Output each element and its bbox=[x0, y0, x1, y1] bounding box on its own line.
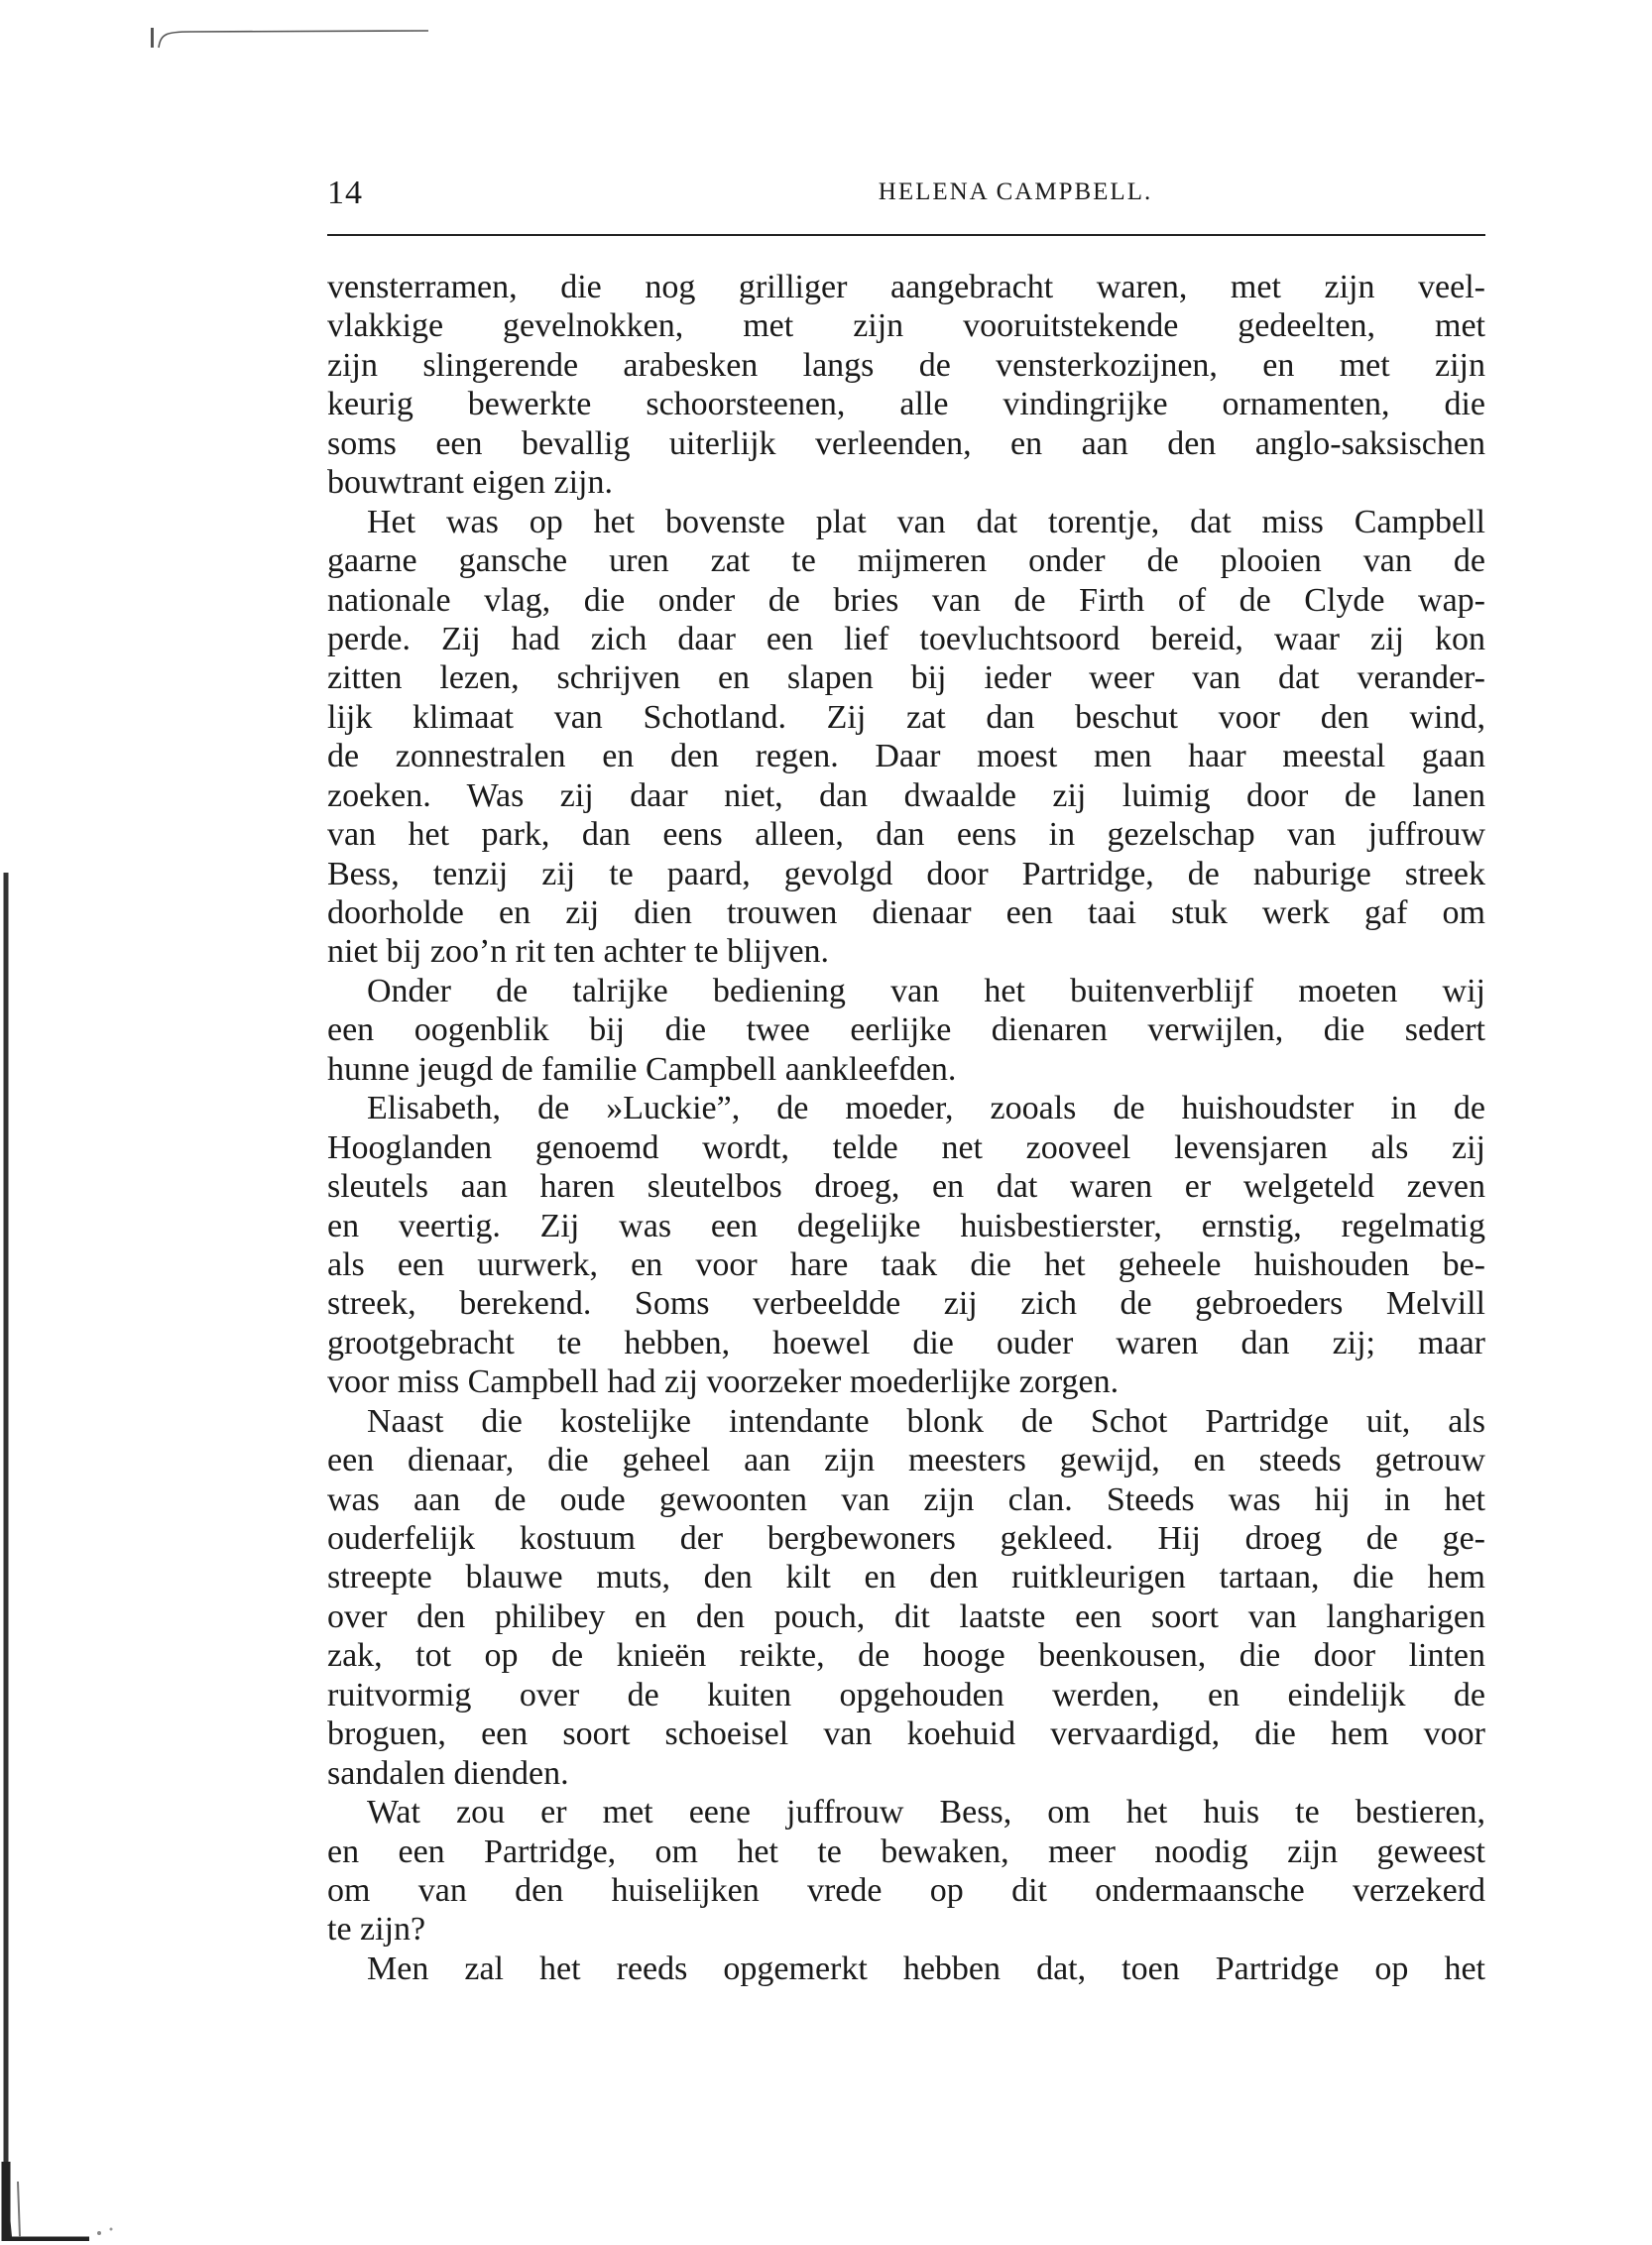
paragraph bbox=[327, 1950, 1485, 1988]
text-line: bouwtrant eigen zijn. bbox=[327, 464, 613, 502]
text-line: zak, tot op de knieën reikte, de hooge beenkousen, die door linten bbox=[327, 1637, 1485, 1675]
text-line: zoeken. Was zij daar niet, dan dwaalde zij luimig door de lanen bbox=[327, 776, 1485, 814]
text-line: als een uurwerk, en voor hare taak die het geheele huishouden be- bbox=[327, 1245, 1485, 1283]
text-line: grootgebracht te hebben, hoewel die ouder waren dan zij; maar bbox=[327, 1324, 1485, 1361]
paragraph bbox=[327, 503, 1485, 972]
text-line: broguen, een soort schoeisel van koehuid vervaardigd, die hem voor bbox=[327, 1715, 1485, 1753]
text-line: over den philibey en den pouch, dit laatste een soort van langharigen bbox=[327, 1597, 1485, 1635]
paragraph bbox=[327, 972, 1485, 1089]
paragraph bbox=[327, 1402, 1485, 1793]
text-line: Hooglanden genoemd wordt, telde net zooveel levensjaren als zij bbox=[327, 1128, 1485, 1166]
text-line: vlakkige gevelnokken, met zijn vooruitstekende gedeelten, met bbox=[327, 307, 1485, 345]
paragraph bbox=[327, 268, 1485, 503]
text-line: streepte blauwe muts, den kilt en den ruitkleurigen tartaan, die hem bbox=[327, 1559, 1485, 1596]
paragraph bbox=[327, 1793, 1485, 1950]
text-line: de zonnestralen en den regen. Daar moest men haar meestal gaan bbox=[327, 738, 1485, 775]
text-line: streek, berekend. Soms verbeeldde zij zich de gebroeders Melvill bbox=[327, 1285, 1485, 1323]
text-line: Bess, tenzij zij te paard, gevolgd door Partridge, de naburige streek bbox=[327, 855, 1485, 892]
text-line: zijn slingerende arabesken langs de vensterkozijnen, en met zijn bbox=[327, 346, 1485, 384]
text-line: om van den huiselijken vrede op dit ondermaansche verzekerd bbox=[327, 1871, 1485, 1909]
text-line: sleutels aan haren sleutelbos droeg, en dat waren er welgeteld zeven bbox=[327, 1168, 1485, 1206]
text-line: doorholde en zij dien trouwen dienaar een taai stuk werk gaf om bbox=[327, 894, 1485, 931]
text-line: zitten lezen, schrijven en slapen bij ieder weer van dat verander- bbox=[327, 659, 1485, 697]
text-line: sandalen dienden. bbox=[327, 1754, 569, 1792]
scan-mark bbox=[151, 28, 428, 50]
text-line: gaarne gansche uren zat te mijmeren onder de plooien van de bbox=[327, 542, 1485, 580]
text-line: voor miss Campbell had zij voorzeker moederlijke zorgen. bbox=[327, 1363, 1120, 1401]
text-line: hunne jeugd de familie Campbell aankleefden. bbox=[327, 1050, 957, 1088]
text-line: een dienaar, die geheel aan zijn meesters gewijd, en steeds getrouw bbox=[327, 1442, 1485, 1479]
body-text bbox=[327, 268, 1485, 1988]
header-rule bbox=[327, 234, 1485, 236]
text-line: Wat zou er met eene juffrouw Bess, om het huis te bestieren, bbox=[367, 1794, 1485, 1831]
text-line: vensterramen, die nog grilliger aangebracht waren, met zijn veel- bbox=[327, 269, 1485, 305]
running-title: HELENA CAMPBELL. bbox=[878, 178, 1153, 205]
text-line: ruitvormig over de kuiten opgehouden werden, en eindelijk de bbox=[327, 1676, 1485, 1713]
page-number: 14 bbox=[327, 175, 363, 211]
text-line: was aan de oude gewoonten van zijn clan. Steeds was hij in het bbox=[327, 1480, 1485, 1518]
text-line: en een Partridge, om het te bewaken, meer noodig zijn geweest bbox=[327, 1832, 1485, 1870]
text-line: Naast die kostelijke intendante blonk de Schot Partridge uit, als bbox=[367, 1402, 1485, 1440]
text-line: Het was op het bovenste plat van dat torentje, dat miss Campbell bbox=[367, 503, 1485, 540]
scan-spine-edge bbox=[0, 873, 119, 2241]
text-line: Men zal het reeds opgemerkt hebben dat, toen Partridge op het bbox=[367, 1950, 1485, 1987]
text-line: een oogenblik bij die twee eerlijke dienaren verwijlen, die sedert bbox=[327, 1011, 1485, 1049]
text-line: Elisabeth, de »Luckie”, de moeder, zooals de huishoudster in de bbox=[367, 1090, 1485, 1127]
text-line: perde. Zij had zich daar een lief toevluchtsoord bereid, waar zij kon bbox=[327, 620, 1485, 657]
text-line: Onder de talrijke bediening van het buitenverblijf moeten wij bbox=[367, 972, 1485, 1009]
text-line: lijk klimaat van Schotland. Zij zat dan beschut voor den wind, bbox=[327, 698, 1485, 736]
text-line: te zijn? bbox=[327, 1911, 426, 1949]
text-line: van het park, dan eens alleen, dan eens in gezelschap van juffrouw bbox=[327, 816, 1485, 854]
text-line: keurig bewerkte schoorsteenen, alle vindingrijke ornamenten, die bbox=[327, 386, 1485, 423]
text-line: nationale vlag, die onder de bries van de Firth of de Clyde wap- bbox=[327, 581, 1485, 619]
text-line: niet bij zoo’n rit ten achter te blijven. bbox=[327, 933, 830, 971]
paragraph bbox=[327, 1089, 1485, 1402]
text-line: soms een bevallig uiterlijk verleenden, en aan den anglo-saksischen bbox=[327, 424, 1485, 462]
text-line: en veertig. Zij was een degelijke huisbestierster, ernstig, regelmatig bbox=[327, 1207, 1485, 1244]
page-header bbox=[327, 171, 1485, 220]
text-line: ouderfelijk kostuum der bergbewoners gekleed. Hij droeg de ge- bbox=[327, 1520, 1485, 1557]
